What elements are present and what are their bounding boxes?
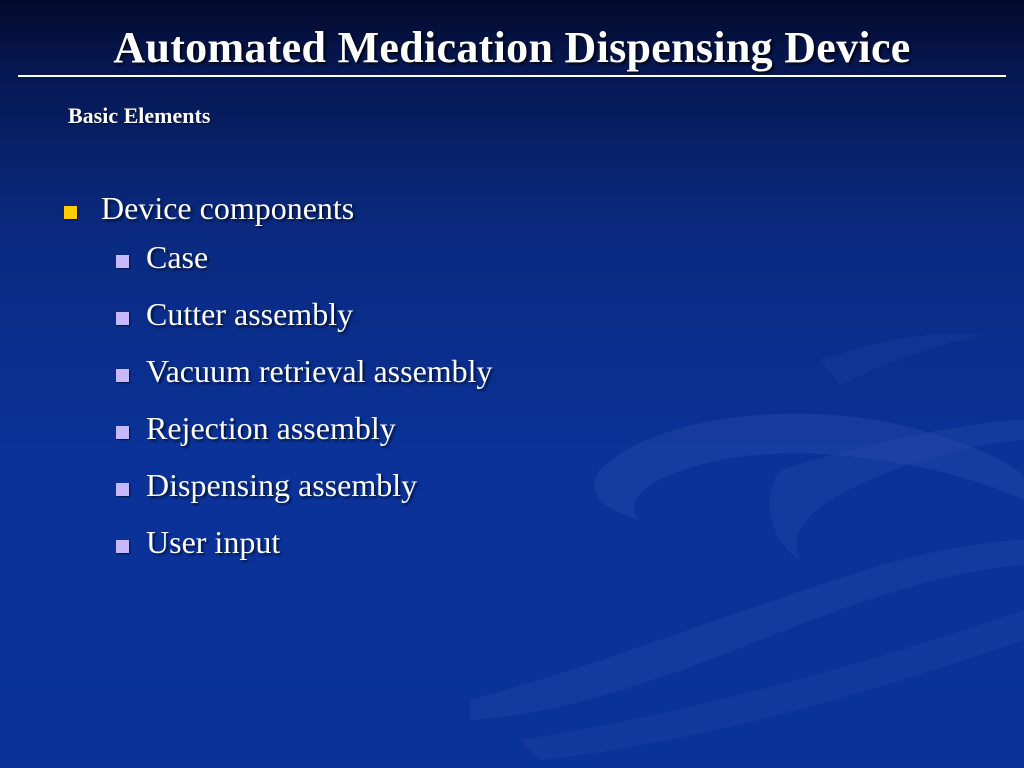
- slide-title: Automated Medication Dispensing Device: [113, 23, 911, 72]
- bullet-item-level1: [0, 188, 1024, 234]
- bullet-label: User input: [146, 524, 281, 560]
- bullet-label: Device components: [101, 190, 355, 226]
- square-bullet-icon: [116, 426, 129, 439]
- bullet-item-cutter-assembly: [0, 291, 1024, 348]
- bullet-label: Rejection assembly: [146, 410, 396, 446]
- bullet-item-rejection-assembly: [0, 405, 1024, 462]
- bullet-item-user-input: [0, 519, 1024, 576]
- square-bullet-icon: [116, 540, 129, 553]
- bullet-label: Vacuum retrieval assembly: [146, 353, 493, 389]
- bullet-item-dispensing-assembly: [0, 462, 1024, 519]
- bullet-label: Case: [146, 239, 209, 275]
- square-bullet-icon: [116, 483, 129, 496]
- title-divider: [18, 75, 1006, 77]
- bullet-label: Dispensing assembly: [146, 467, 418, 503]
- square-bullet-icon: [116, 312, 129, 325]
- bullet-label: Cutter assembly: [146, 296, 354, 332]
- square-bullet-icon: [116, 369, 129, 382]
- bullet-item-vacuum-retrieval-assembly: [0, 348, 1024, 405]
- bullet-item-case: [0, 234, 1024, 291]
- square-bullet-icon: [116, 255, 129, 268]
- bullet-list: [0, 188, 1024, 576]
- slide-subtitle: Basic Elements: [68, 103, 211, 128]
- square-bullet-icon: [64, 206, 77, 219]
